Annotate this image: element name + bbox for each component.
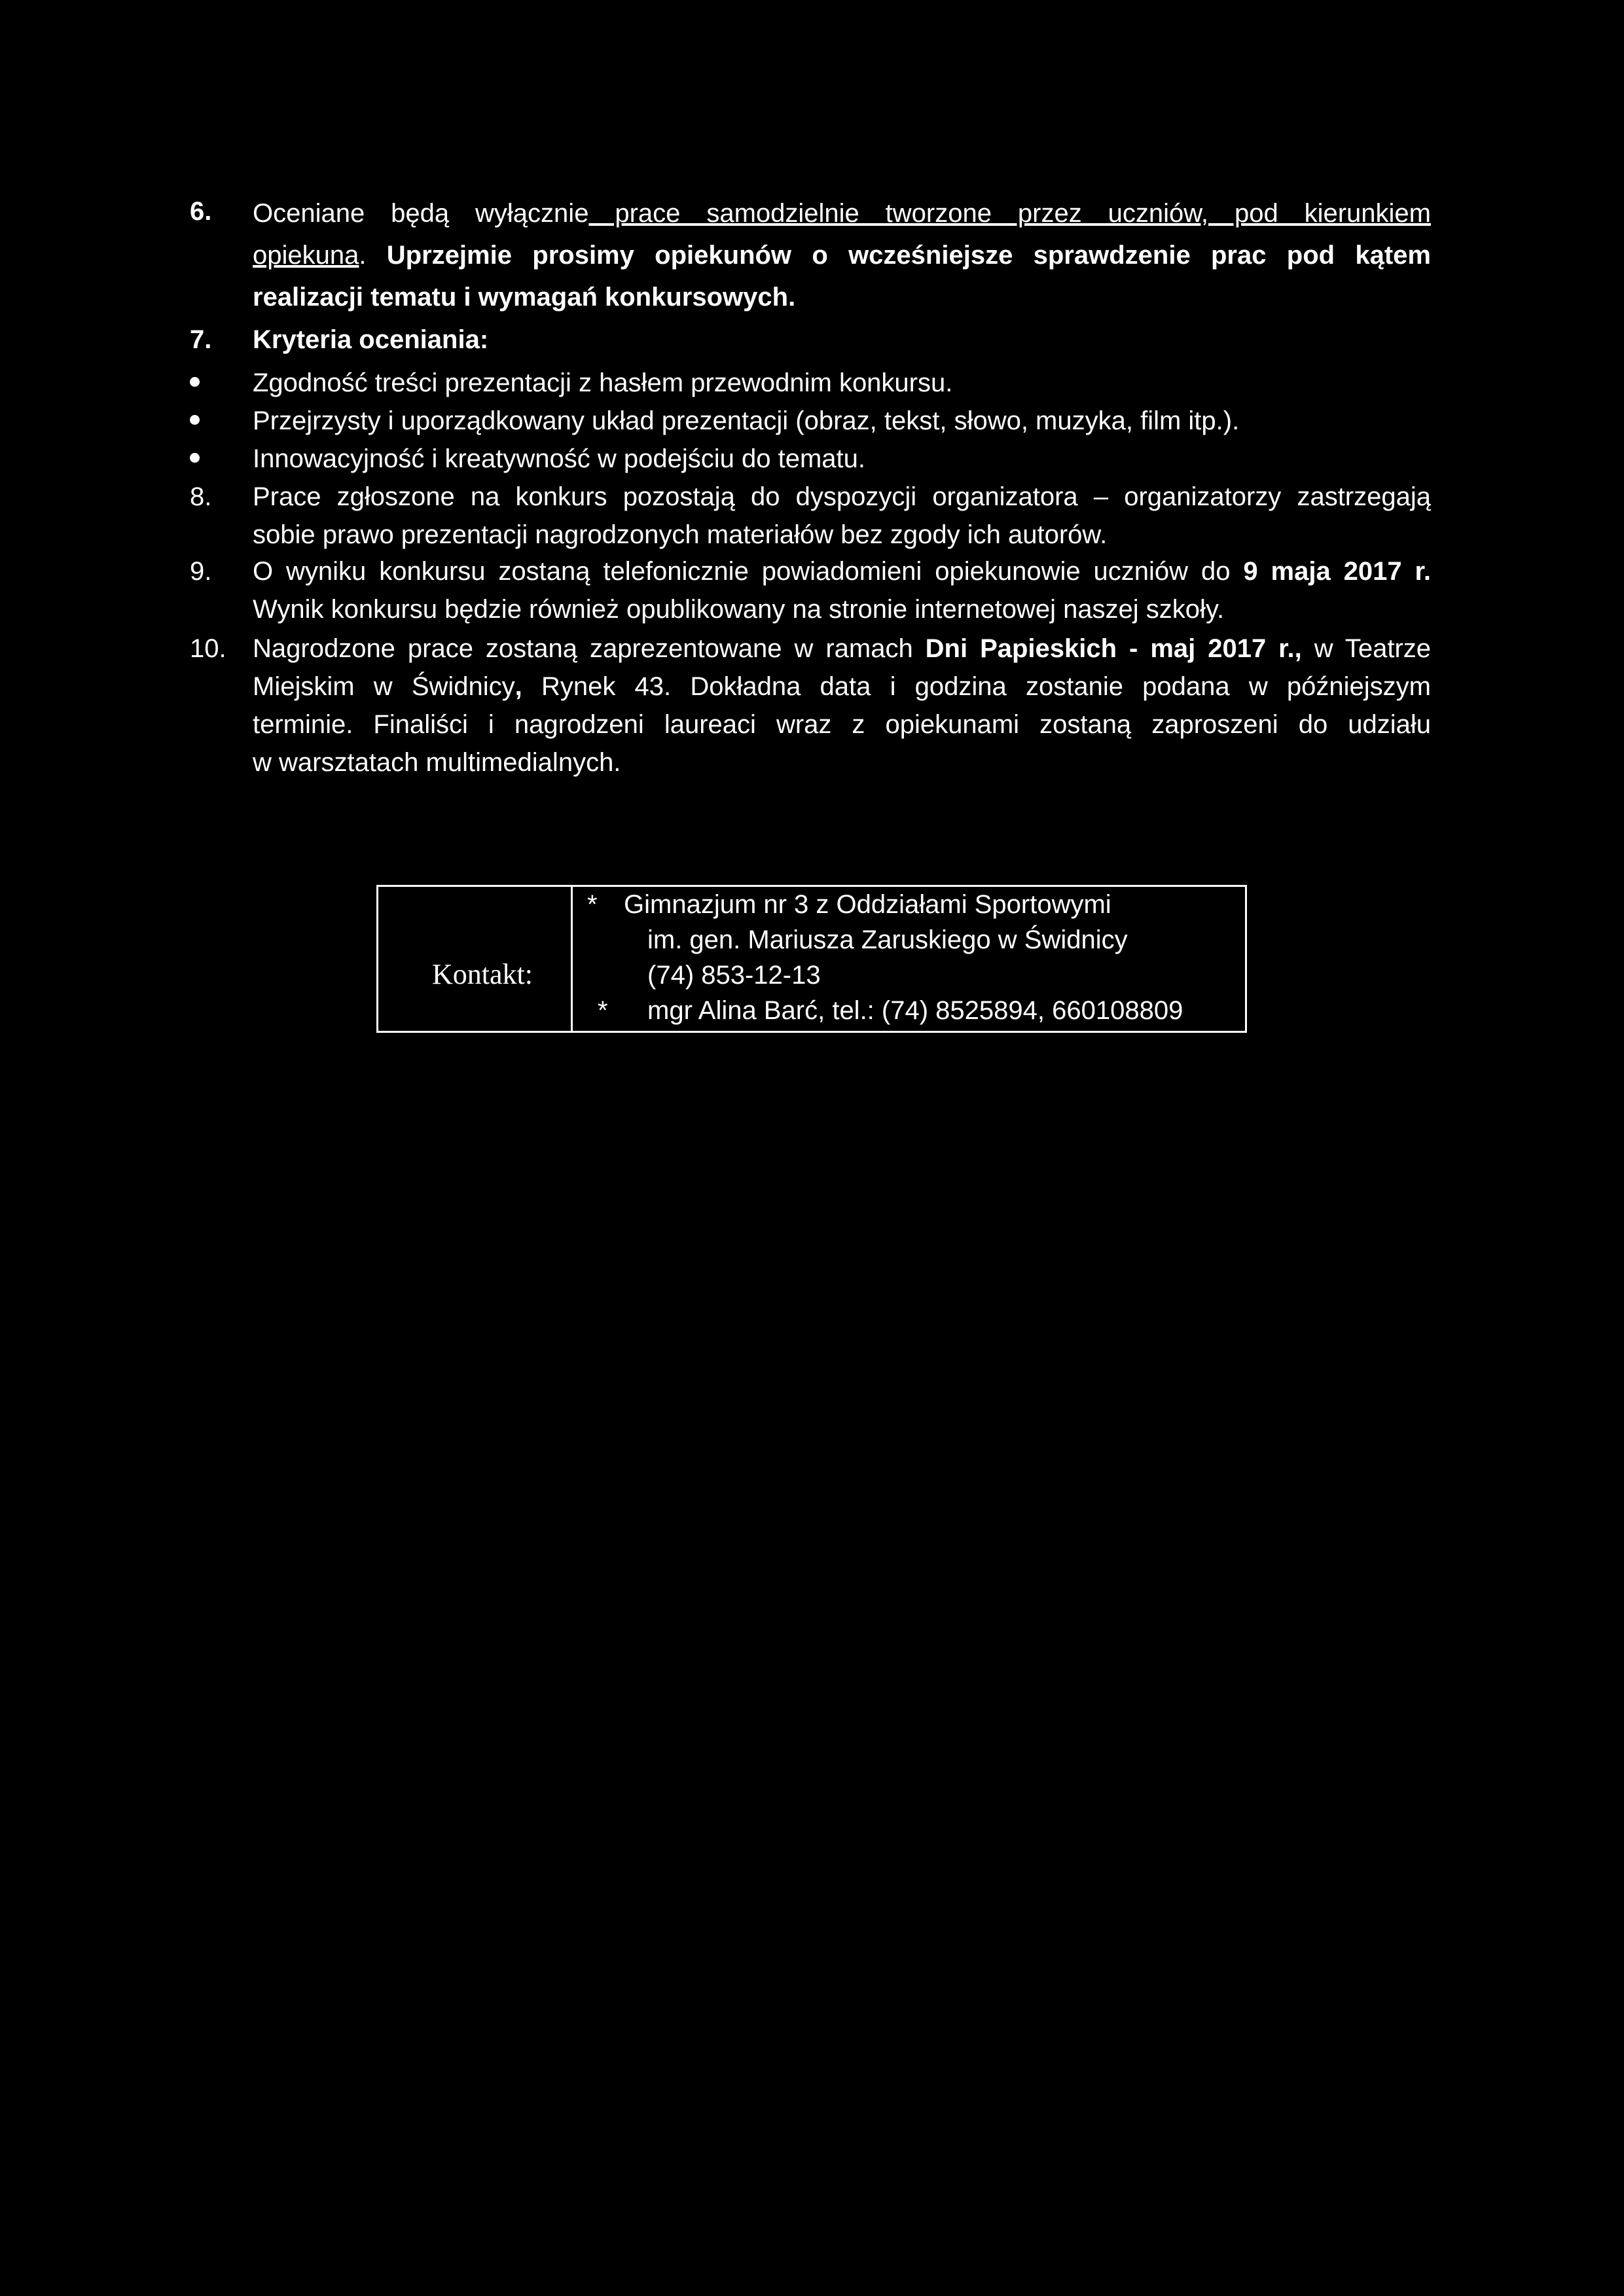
criteria-bullet-1 <box>190 364 1431 402</box>
item-number: 8. <box>190 482 212 511</box>
item-6-line-2 <box>253 234 1431 276</box>
item-10-venue: Miejskim w Świdnicy <box>253 672 515 701</box>
item-10-text-plain: Nagrodzone prace zostaną zaprezentowane w ramach <box>253 634 926 663</box>
item-6-text-underlined-2: opiekuna <box>253 241 359 270</box>
item-9-text-plain: O wyniku konkursu zostaną telefonicznie powiadomieni opiekunowie uczniów do <box>253 557 1244 586</box>
item-number: 9. <box>190 557 212 586</box>
item-10-event: Dni Papieskich - maj 2017 r., <box>925 634 1302 663</box>
rule-item-7 <box>190 321 1431 359</box>
item-6-text-bold: Uprzejmie prosimy opiekunów o wcześniejsze sprawdzenie prac pod kątem <box>366 241 1431 270</box>
item-10-line-2 <box>253 668 1431 706</box>
contact-label: Kontakt: <box>432 958 533 990</box>
contact-person: mgr Alina Barć, tel.: (74) 8525894, 660108809 <box>647 996 1183 1025</box>
bullet-icon <box>190 415 200 425</box>
bullet-text: Zgodność treści prezentacji z hasłem przewodnim konkursu. <box>253 368 953 397</box>
school-patron: im. gen. Mariusza Zaruskiego w Świdnicy <box>647 925 1128 954</box>
item-9-line-1 <box>253 552 1431 590</box>
item-10-text-tail-2: Rynek 43. Dokładna data i godzina zostanie podana w późniejszym <box>522 672 1431 701</box>
rule-item-8 <box>190 478 1431 554</box>
item-text <box>253 552 1431 628</box>
item-9-line-2: Wynik konkursu będzie również opublikowany na stronie internetowej naszej szkoły. <box>253 595 1225 624</box>
item-number: 6. <box>190 197 212 226</box>
rule-item-10 <box>190 630 1431 781</box>
item-10-comma: , <box>514 672 522 701</box>
school-phone: (74) 853-12-13 <box>647 961 821 990</box>
item-10-line-4: w warsztatach multimedialnych. <box>253 748 621 777</box>
contact-details-cell <box>573 887 1245 1031</box>
item-10-line-1 <box>253 630 1431 668</box>
bullet-icon <box>190 453 200 463</box>
criteria-bullet-2 <box>190 402 1431 440</box>
item-text <box>253 321 1431 359</box>
item-text <box>253 630 1431 781</box>
school-name: Gimnazjum nr 3 z Oddziałami Sportowymi <box>624 890 1111 919</box>
item-8-line-2: sobie prawo prezentacji nagrodzonych materiałów bez zgody ich autorów. <box>253 520 1108 549</box>
bullet-text: Przejrzysty i uporządkowany układ prezentacji (obraz, tekst, słowo, muzyka, film itp.). <box>253 406 1240 435</box>
contact-table <box>376 885 1247 1033</box>
bullet-icon <box>190 377 200 387</box>
asterisk-icon: * <box>587 890 598 919</box>
item-number: 10. <box>190 634 226 663</box>
item-6-text-plain: Oceniane będą wyłącznie <box>253 199 589 228</box>
bullet-text: Innowacyjność i kreatywność w podejściu do tematu. <box>253 444 866 473</box>
item-text <box>253 440 1431 478</box>
item-6-line-3: realizacji tematu i wymagań konkursowych. <box>253 283 796 312</box>
rule-item-9 <box>190 552 1431 628</box>
item-text <box>253 402 1431 440</box>
item-6-text-underlined: prace samodzielnie tworzone przez uczniów, pod kierunkiem <box>588 199 1431 228</box>
item-10-text-tail: w Teatrze <box>1301 634 1432 663</box>
item-9-deadline: 9 maja 2017 r. <box>1243 557 1432 586</box>
criteria-heading: Kryteria oceniania: <box>253 325 489 354</box>
item-text <box>253 192 1431 318</box>
asterisk-icon: * <box>598 996 608 1025</box>
contact-label-cell <box>378 887 573 1031</box>
item-8-line-1: Prace zgłoszone na konkurs pozostają do dyspozycji organizatora – organizatorzy zastrzegają <box>253 482 1431 511</box>
item-6-line-1 <box>253 192 1431 234</box>
item-number: 7. <box>190 325 212 354</box>
item-text <box>253 364 1431 402</box>
criteria-bullet-3 <box>190 440 1431 478</box>
rule-item-6 <box>190 192 1431 310</box>
item-text <box>253 478 1431 554</box>
item-10-line-3: terminie. Finaliści i nagrodzeni laureaci wraz z opiekunami zostaną zaproszeni do udziału <box>253 710 1431 739</box>
item-6-period: . <box>359 241 367 270</box>
